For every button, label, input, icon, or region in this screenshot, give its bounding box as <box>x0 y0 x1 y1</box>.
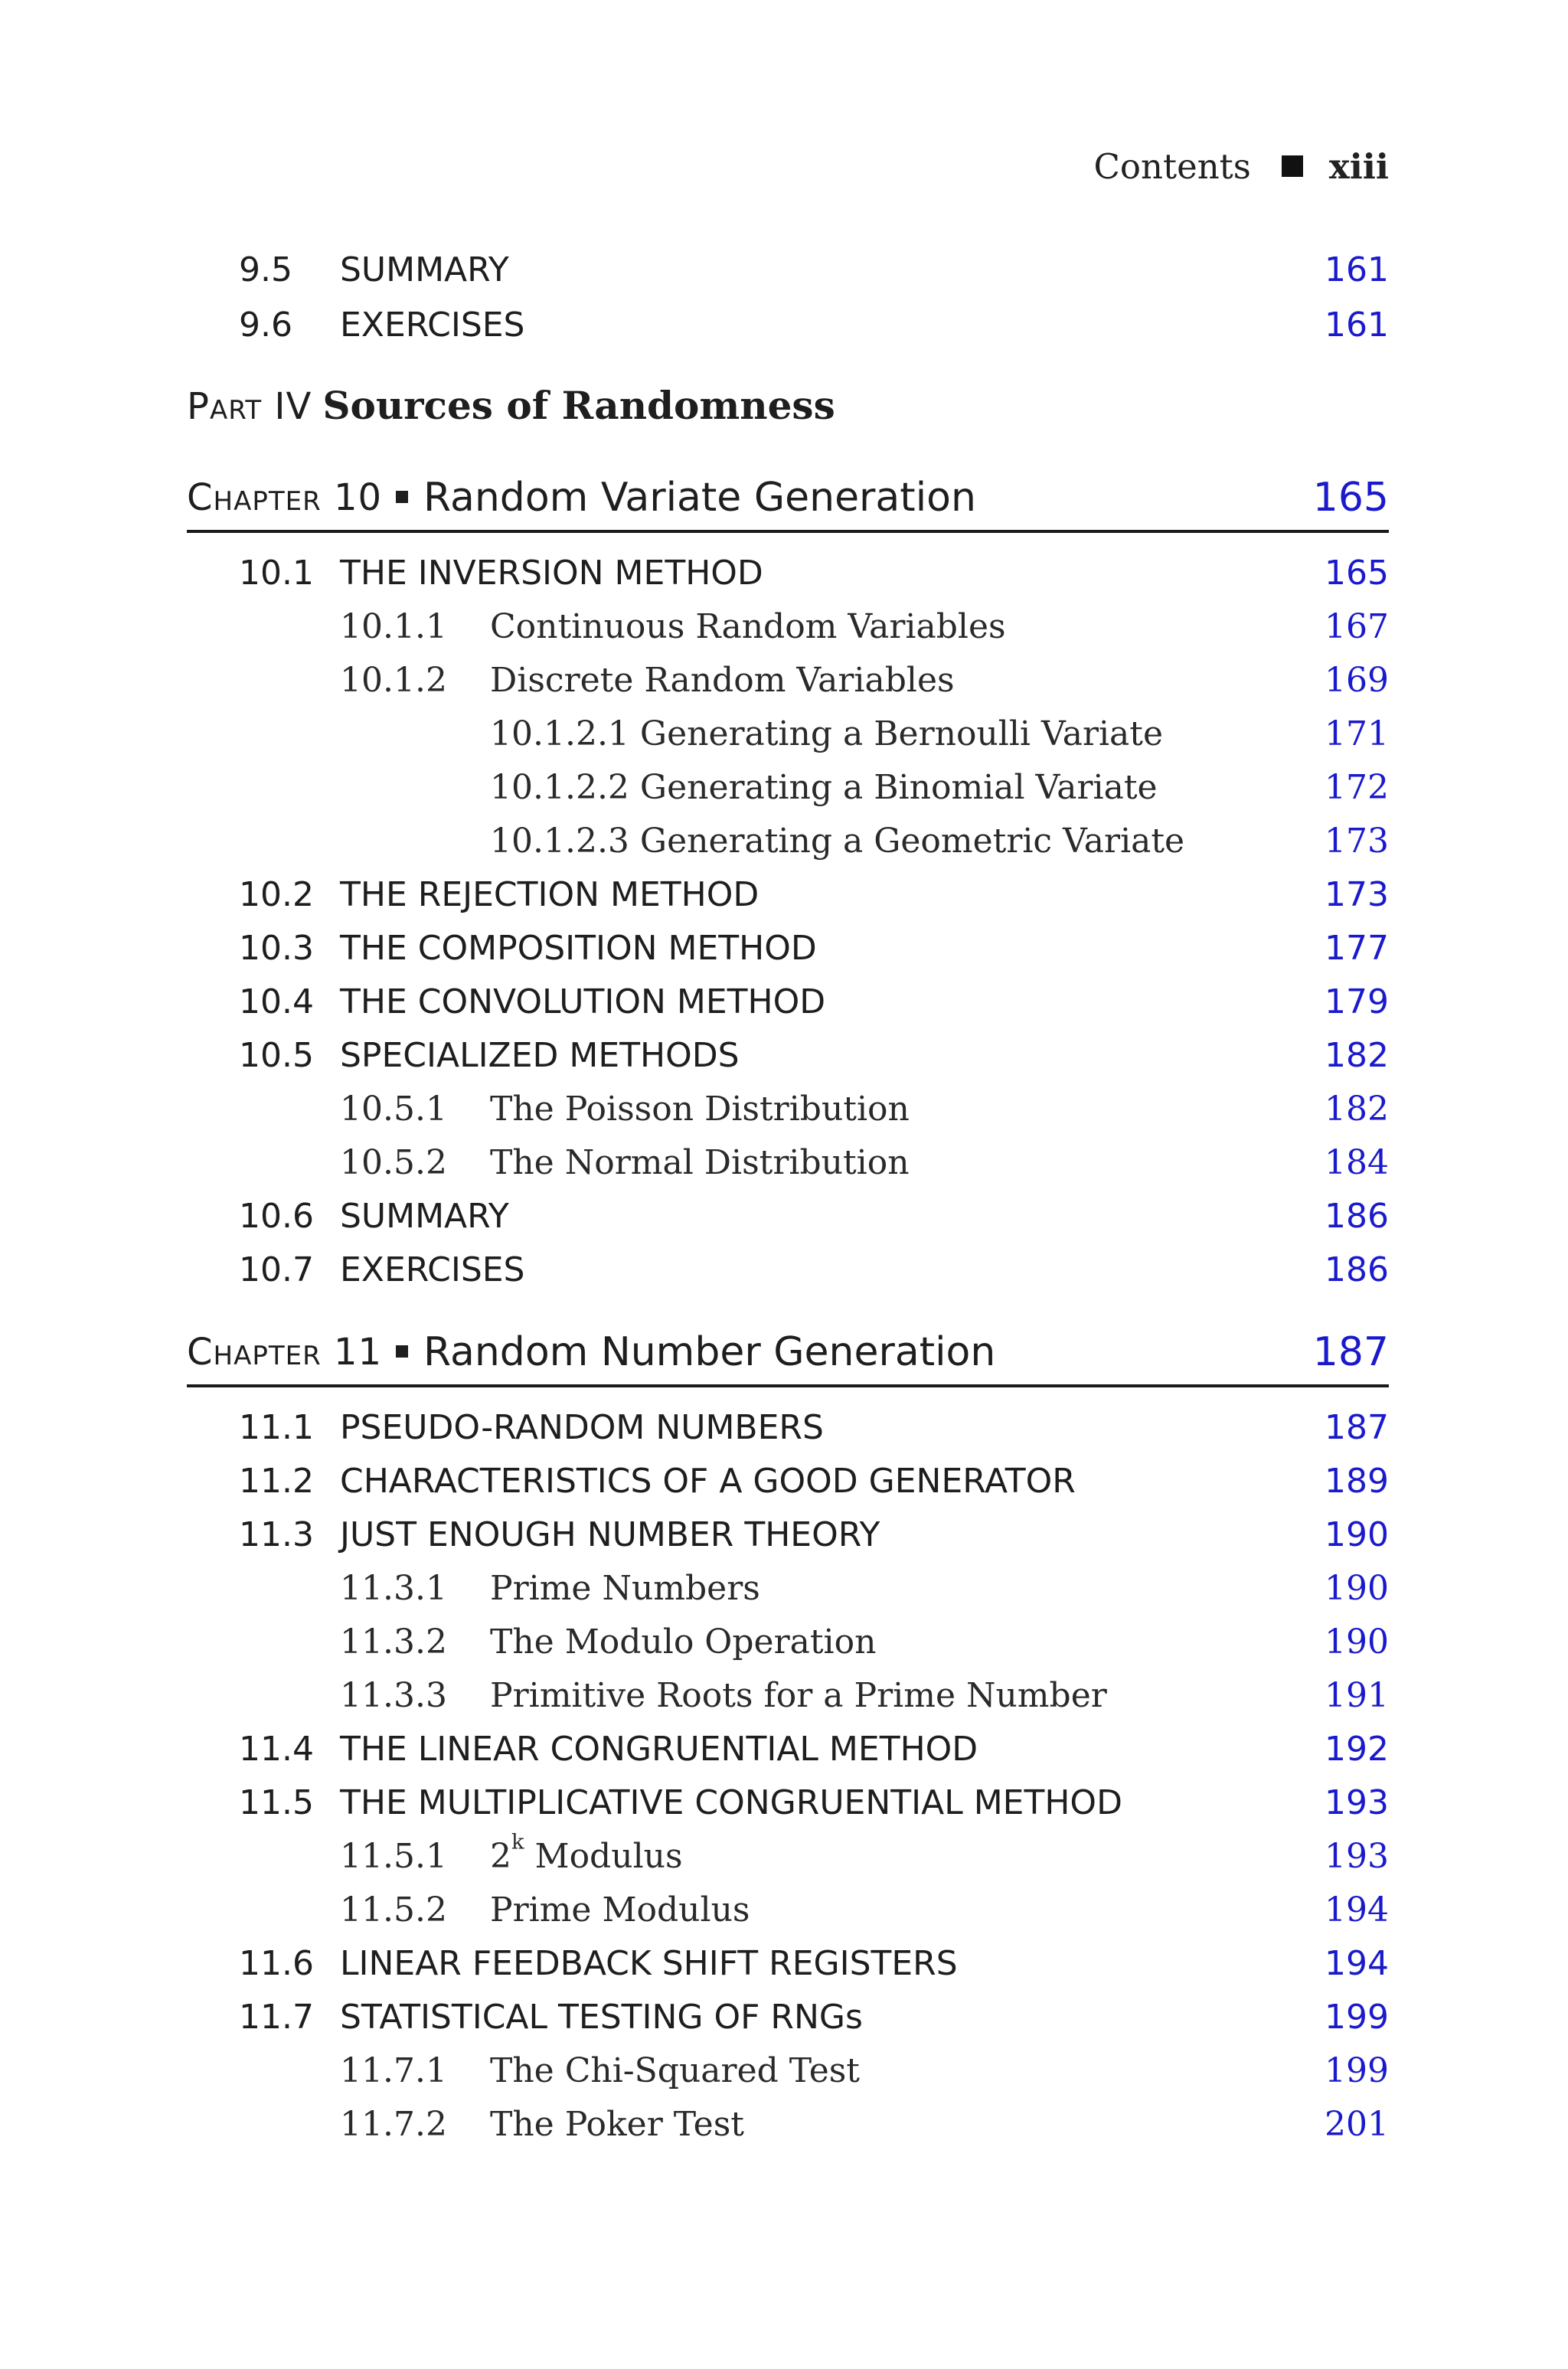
entry-page-link[interactable]: 192 <box>1325 1730 1389 1769</box>
entry-title: SPECIALIZED METHODS <box>340 1036 740 1075</box>
entry-page-link[interactable]: 173 <box>1325 822 1389 861</box>
entry-number: 10.1 <box>239 554 314 593</box>
entry-page-link[interactable]: 182 <box>1325 1090 1389 1129</box>
entry-number: 11.5.2 <box>340 1890 447 1930</box>
entry-page-link[interactable]: 179 <box>1325 982 1389 1021</box>
entry-title: The Modulo Operation <box>490 1622 877 1662</box>
entry-page-link[interactable]: 172 <box>1325 768 1389 807</box>
part-heading <box>187 375 835 436</box>
toc-entry <box>0 1243 1568 1297</box>
toc-entry <box>0 1562 1568 1616</box>
entry-number: 11.7.1 <box>340 2051 447 2090</box>
entry-number: 11.2 <box>239 1462 314 1501</box>
entry-title: THE INVERSION METHOD <box>340 554 763 593</box>
entry-title: PSEUDO-RANDOM NUMBERS <box>340 1408 824 1447</box>
entry-title: SUMMARY <box>340 1197 509 1236</box>
entry-page-link[interactable]: 184 <box>1325 1143 1389 1182</box>
entry-title: Continuous Random Variables <box>490 607 1006 646</box>
running-header <box>1093 145 1389 188</box>
chapter-label: Chapter 11 <box>187 1331 383 1374</box>
entry-number: 10.4 <box>239 982 314 1021</box>
entry-number: 11.5 <box>239 1783 314 1822</box>
toc-entry <box>0 1508 1568 1562</box>
entry-page-link[interactable]: 182 <box>1325 1036 1389 1075</box>
chapter-heading-10 <box>187 466 1389 533</box>
entry-number: 10.5.1 <box>340 1090 447 1129</box>
entry-number: 11.1 <box>239 1408 314 1447</box>
entry-title: Primitive Roots for a Prime Number <box>490 1676 1107 1715</box>
entry-page-link[interactable]: 190 <box>1325 1622 1389 1662</box>
entry-page-link[interactable]: 161 <box>1325 306 1389 345</box>
toc-entry <box>0 868 1568 922</box>
entry-title: SUMMARY <box>340 250 509 289</box>
entry-number: 10.1.2 <box>340 661 447 700</box>
toc-entry <box>0 1937 1568 1991</box>
entry-number: 10.7 <box>239 1250 314 1289</box>
chapter-bullet-icon <box>396 491 408 503</box>
toc-entry <box>0 815 1568 868</box>
entry-title: The Poker Test <box>490 2105 744 2144</box>
entry-page-link[interactable]: 186 <box>1325 1197 1389 1236</box>
entry-page-link[interactable]: 173 <box>1325 875 1389 914</box>
toc-entry <box>0 975 1568 1029</box>
toc-entry <box>0 243 1568 297</box>
entry-title: 10.1.2.2 Generating a Binomial Variate <box>490 768 1158 807</box>
chapter-heading-11 <box>187 1320 1389 1387</box>
entry-title: THE CONVOLUTION METHOD <box>340 982 826 1021</box>
entry-number: 10.3 <box>239 929 314 968</box>
toc-entry <box>0 1083 1568 1136</box>
chapter-title[interactable]: Random Variate Generation <box>423 475 976 521</box>
entry-number: 10.5 <box>239 1036 314 1075</box>
entry-title: JUST ENOUGH NUMBER THEORY <box>340 1515 880 1554</box>
entry-number: 10.2 <box>239 875 314 914</box>
toc-entry <box>0 2098 1568 2152</box>
entry-title: Prime Modulus <box>490 1890 750 1930</box>
chapter-label: Chapter 10 <box>187 476 383 519</box>
chapter-bullet-icon <box>396 1345 408 1358</box>
toc-entry <box>0 654 1568 707</box>
entry-number: 11.6 <box>239 1944 314 1983</box>
entry-number: 11.5.1 <box>340 1837 447 1876</box>
toc-entry <box>0 1776 1568 1830</box>
toc-entry <box>0 1669 1568 1723</box>
entry-page-link[interactable]: 165 <box>1325 554 1389 593</box>
title-rest: Modulus <box>524 1837 683 1876</box>
toc-entry <box>0 1401 1568 1455</box>
chapter-title[interactable]: Random Number Generation <box>423 1329 996 1375</box>
entry-page-link[interactable]: 189 <box>1325 1462 1389 1501</box>
entry-number: 10.5.2 <box>340 1143 447 1182</box>
entry-title: THE LINEAR CONGRUENTIAL METHOD <box>340 1730 978 1769</box>
entry-page-link[interactable]: 193 <box>1325 1837 1389 1876</box>
entry-title: THE MULTIPLICATIVE CONGRUENTIAL METHOD <box>340 1783 1122 1822</box>
title-base: 2 <box>490 1837 511 1876</box>
entry-number: 11.7 <box>239 1998 314 2037</box>
entry-page-link[interactable]: 201 <box>1325 2105 1389 2144</box>
toc-entry <box>0 1190 1568 1243</box>
entry-title: Prime Numbers <box>490 1569 760 1608</box>
entry-number: 9.5 <box>239 250 292 289</box>
running-header-page: xiii <box>1328 146 1389 187</box>
entry-title: CHARACTERISTICS OF A GOOD GENERATOR <box>340 1462 1076 1501</box>
entry-title: EXERCISES <box>340 1250 525 1289</box>
entry-number: 11.3.3 <box>340 1676 447 1715</box>
toc-entry <box>0 922 1568 975</box>
entry-page-link[interactable]: 191 <box>1325 1676 1389 1715</box>
entry-page-link[interactable]: 194 <box>1325 1890 1389 1930</box>
toc-entry <box>0 1884 1568 1937</box>
entry-page-link[interactable]: 199 <box>1325 2051 1389 2090</box>
entry-page-link[interactable]: 190 <box>1325 1569 1389 1608</box>
toc-entry <box>0 1991 1568 2044</box>
entry-page-link[interactable]: 169 <box>1325 661 1389 700</box>
entry-page-link[interactable]: 190 <box>1325 1515 1389 1554</box>
entry-page-link[interactable]: 171 <box>1325 714 1389 753</box>
entry-title: The Poisson Distribution <box>490 1090 910 1129</box>
entry-title: LINEAR FEEDBACK SHIFT REGISTERS <box>340 1944 958 1983</box>
entry-title: STATISTICAL TESTING OF RNGs <box>340 1998 863 2037</box>
entry-number: 11.3.2 <box>340 1622 447 1662</box>
entry-page-link[interactable]: 177 <box>1325 929 1389 968</box>
entry-page-link[interactable]: 193 <box>1325 1783 1389 1822</box>
entry-title: THE COMPOSITION METHOD <box>340 929 817 968</box>
entry-title: EXERCISES <box>340 306 525 345</box>
entry-title <box>490 1830 683 1884</box>
toc-entry <box>0 761 1568 815</box>
chapter-page-link[interactable]: 165 <box>1312 475 1389 521</box>
title-superscript: k <box>511 1830 524 1854</box>
entry-page-link[interactable]: 187 <box>1325 1408 1389 1447</box>
square-bullet-icon <box>1282 155 1303 177</box>
toc-entry <box>0 547 1568 600</box>
entry-title: 10.1.2.1 Generating a Bernoulli Variate <box>490 714 1164 753</box>
entry-page-link[interactable]: 186 <box>1325 1250 1389 1289</box>
entry-number: 11.3.1 <box>340 1569 447 1608</box>
toc-entry <box>0 707 1568 761</box>
entry-page-link[interactable]: 167 <box>1325 607 1389 646</box>
entry-title: THE REJECTION METHOD <box>340 875 760 914</box>
entry-title: 10.1.2.3 Generating a Geometric Variate <box>490 822 1185 861</box>
toc-entry <box>0 1723 1568 1776</box>
entry-number: 11.7.2 <box>340 2105 447 2144</box>
entry-page-link[interactable]: 194 <box>1325 1944 1389 1983</box>
toc-entry <box>0 1616 1568 1669</box>
entry-title: The Chi-Squared Test <box>490 2051 860 2090</box>
entry-number: 11.4 <box>239 1730 314 1769</box>
toc-entry <box>0 600 1568 654</box>
toc-entry <box>0 2044 1568 2098</box>
toc-entry <box>0 1136 1568 1190</box>
entry-page-link[interactable]: 161 <box>1325 250 1389 289</box>
entry-number: 11.3 <box>239 1515 314 1554</box>
running-header-label: Contents <box>1093 146 1251 187</box>
entry-number: 10.6 <box>239 1197 314 1236</box>
toc-entry <box>0 1830 1568 1884</box>
part-label: Part IV <box>187 385 312 428</box>
chapter-page-link[interactable]: 187 <box>1312 1329 1389 1375</box>
entry-number: 9.6 <box>239 306 292 345</box>
toc-entry <box>0 299 1568 352</box>
entry-page-link[interactable]: 199 <box>1325 1998 1389 2037</box>
toc-entry <box>0 1029 1568 1083</box>
entry-title: The Normal Distribution <box>490 1143 910 1182</box>
entry-number: 10.1.1 <box>340 607 447 646</box>
part-title: Sources of Randomness <box>322 383 835 428</box>
entry-title: Discrete Random Variables <box>490 661 955 700</box>
toc-entry <box>0 1455 1568 1508</box>
